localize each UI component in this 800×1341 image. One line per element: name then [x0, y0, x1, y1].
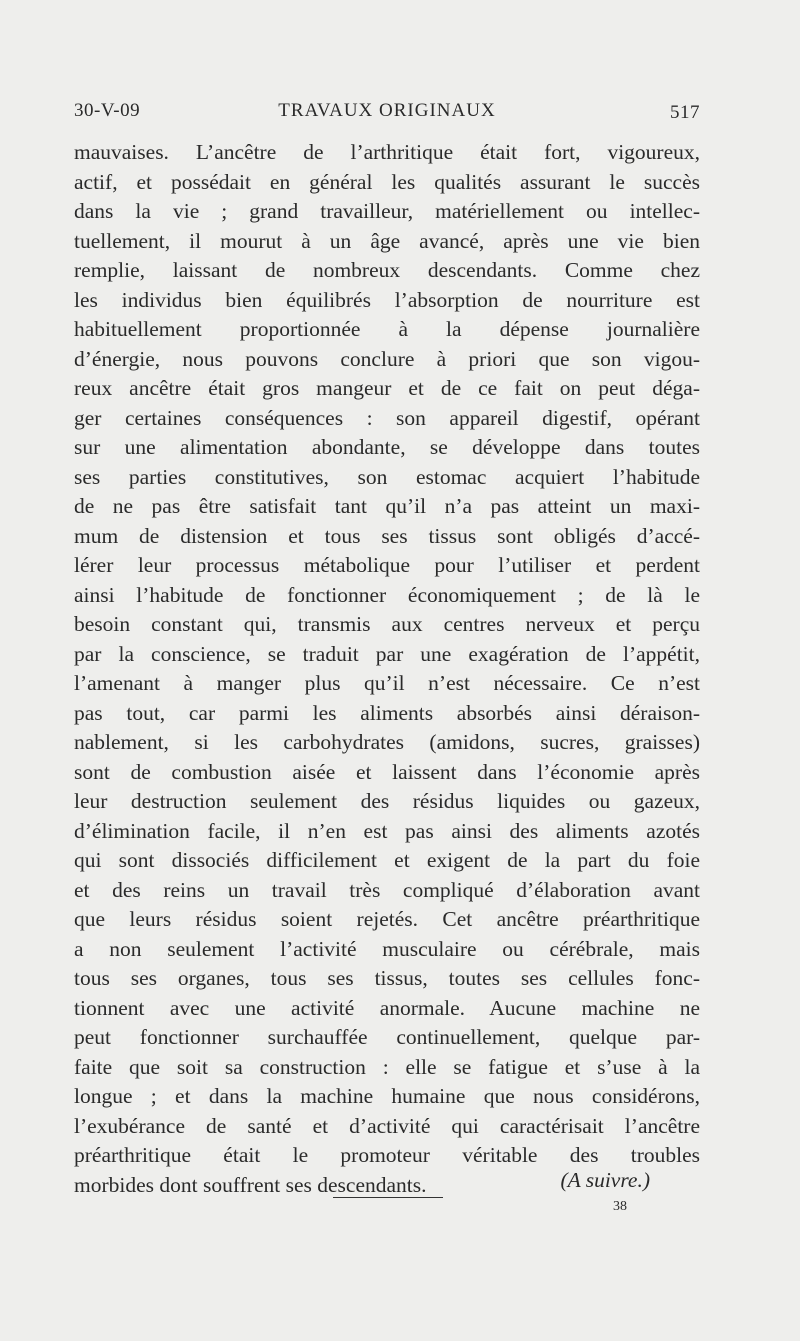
- text-line: tionnent avec une activité anormale. Aucune machine ne: [74, 995, 700, 1020]
- closing-rule: [333, 1197, 443, 1198]
- header-date: 30-V-09: [74, 100, 141, 121]
- text-line: reux ancêtre était gros mangeur et de ce fait on peut déga-: [74, 376, 700, 400]
- text-line: et des reins un travail très compliqué d’élaboration avant: [74, 877, 700, 902]
- text-line: habituellement proportionnée à la dépense journalière: [74, 317, 700, 341]
- text-line: ses parties constitutives, son estomac acquiert l’habitude: [74, 464, 700, 489]
- text-line: mum de distension et tous ses tissus sont obligés d’accé-: [74, 523, 700, 548]
- text-line: leur destruction seulement des résidus liquides ou gazeux,: [74, 789, 700, 813]
- text-line: tous ses organes, tous ses tissus, toutes ses cellules fonc-: [74, 966, 700, 990]
- text-line: longue ; et dans la machine humaine que nous considérons,: [74, 1084, 700, 1108]
- body-paragraph: [74, 138, 700, 1200]
- text-line: les individus bien équilibrés l’absorption de nourriture est: [74, 287, 700, 312]
- text-line: sont de combustion aisée et laissent dans l’économie après: [74, 759, 700, 784]
- header-section-title: TRAVAUX ORIGINAUX: [278, 100, 496, 121]
- text-line: l’exubérance de santé et d’activité qui caractérisait l’ancêtre: [74, 1113, 700, 1138]
- to-be-continued: (A suivre.): [560, 1168, 650, 1192]
- text-line: mauvaises. L’ancêtre de l’arthritique était fort, vigoureux,: [74, 140, 700, 164]
- text-line: qui sont dissociés difficilement et exigent de la part du foie: [74, 848, 700, 872]
- text-line: que leurs résidus soient rejetés. Cet ancêtre préarthritique: [74, 907, 700, 931]
- text-line: de ne pas être satisfait tant qu’il n’a pas atteint un maxi-: [74, 494, 700, 518]
- text-line: faite que soit sa construction : elle se fatigue et s’use à la: [74, 1054, 700, 1079]
- text-line: morbides dont souffrent ses descendants.: [74, 1172, 427, 1197]
- text-line: besoin constant qui, transmis aux centres nerveux et perçu: [74, 612, 700, 636]
- text-line: ainsi l’habitude de fonctionner économiquement ; de là le: [74, 582, 700, 607]
- text-line: dans la vie ; grand travailleur, matériellement ou intellec-: [74, 199, 700, 223]
- text-line: d’énergie, nous pouvons conclure à priori que son vigou-: [74, 346, 700, 371]
- text-line: pas tout, car parmi les aliments absorbés ainsi déraison-: [74, 700, 700, 725]
- page-number: 517: [670, 102, 700, 123]
- text-line: nablement, si les carbohydrates (amidons, sucres, graisses): [74, 730, 700, 754]
- text-line: ger certaines conséquences : son appareil digestif, opérant: [74, 405, 700, 430]
- text-line: a non seulement l’activité musculaire ou cérébrale, mais: [74, 936, 700, 961]
- text-line: lérer leur processus métabolique pour l’utiliser et perdent: [74, 553, 700, 577]
- signature-mark: 38: [613, 1199, 627, 1214]
- text-line: tuellement, il mourut à un âge avancé, après une vie bien: [74, 228, 700, 253]
- text-line: l’amenant à manger plus qu’il n’est nécessaire. Ce n’est: [74, 671, 700, 695]
- text-line: d’élimination facile, il n’en est pas ainsi des aliments azotés: [74, 818, 700, 843]
- text-line: par la conscience, se traduit par une exagération de l’appétit,: [74, 641, 700, 666]
- text-line: peut fonctionner surchauffée continuellement, quelque par-: [74, 1025, 700, 1049]
- text-line: remplie, laissant de nombreux descendants. Comme chez: [74, 258, 700, 282]
- text-line: préarthritique était le promoteur véritable des troubles: [74, 1143, 700, 1167]
- text-line: sur une alimentation abondante, se développe dans toutes: [74, 435, 700, 459]
- text-line: actif, et possédait en général les qualités assurant le succès: [74, 169, 700, 194]
